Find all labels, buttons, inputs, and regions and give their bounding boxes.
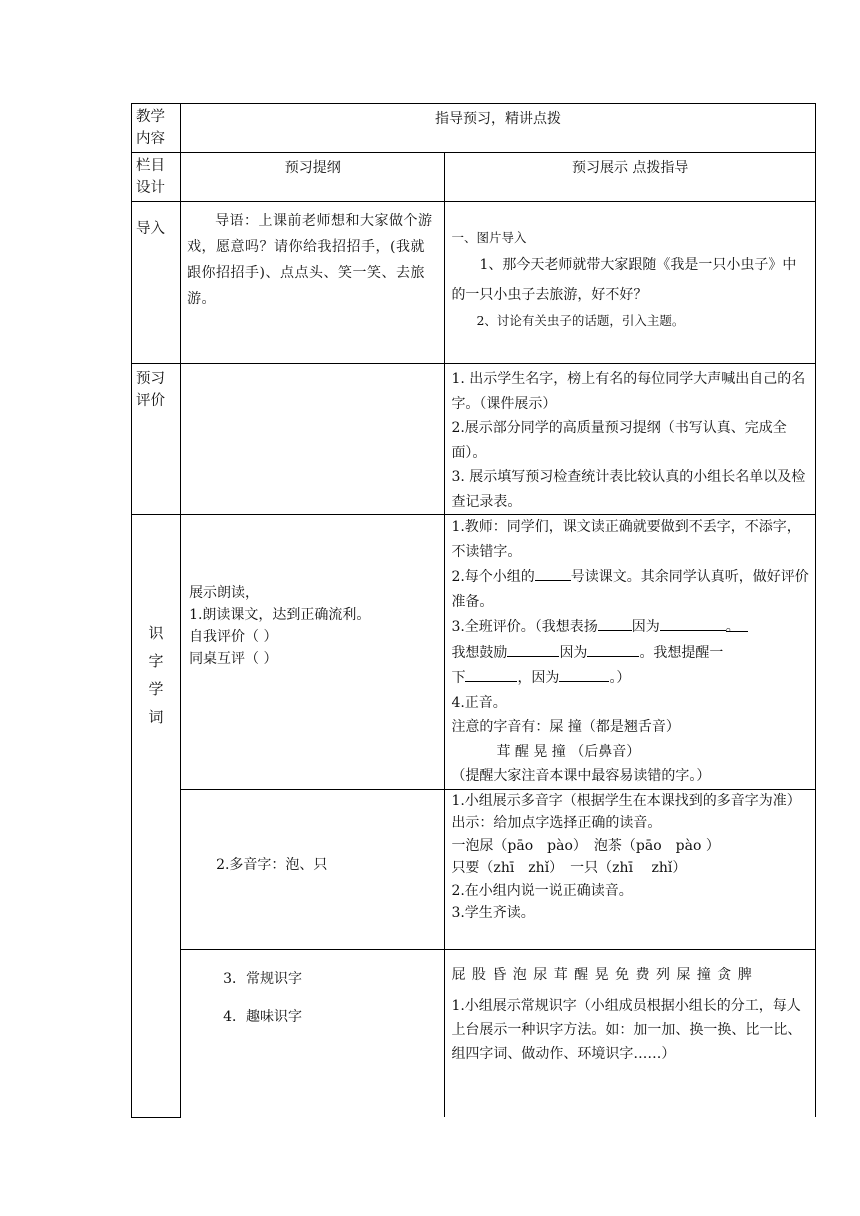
lesson-plan-table — [131, 103, 816, 1118]
praise-reason-blank — [660, 614, 726, 631]
reading-outline-cell — [181, 515, 445, 790]
encourage-name-blank — [507, 640, 559, 657]
guide-header-cell — [445, 153, 816, 202]
intro-guide-3: 2、讨论有关虫子的话题，引入主题。 — [476, 313, 685, 328]
routine-outline-2: 4．趣味识字 — [223, 1008, 302, 1025]
routine-row — [132, 949, 816, 1117]
reading-guide-3c: 。 — [726, 615, 748, 632]
reading-guide-3i: 。） — [609, 670, 631, 686]
literacy-label-char: 学 — [148, 680, 164, 698]
group-number-blank — [535, 564, 571, 581]
praise-name-blank — [598, 614, 632, 631]
content-label: 教学内容 — [136, 109, 165, 147]
remind-reason-blank — [559, 665, 609, 682]
remind-name-blank — [465, 665, 517, 682]
routine-characters: 屁 股 昏 泡 尿 茸 醒 晃 免 费 列 屎 撞 贪 脾 — [451, 966, 753, 983]
reading-outline-line: 展示朗读， — [189, 585, 260, 601]
evaluation-outline-cell — [181, 364, 445, 515]
content-row — [132, 104, 816, 153]
evaluation-label-cell — [132, 364, 181, 515]
literacy-label-char: 字 — [148, 652, 164, 670]
content-value: 指导预习，精讲点拨 — [435, 111, 562, 127]
routine-guide-cell — [445, 949, 816, 1117]
reading-outline-line: 同桌互评（ ） — [189, 651, 278, 667]
reading-guide-3b: 因为 — [631, 619, 660, 635]
outline-header: 预习提纲 — [284, 160, 341, 176]
polyphone-item: 2.在小组内说一说正确读音。 — [451, 882, 633, 899]
reading-guide-3f: 。我想提醒一 — [639, 644, 724, 661]
polyphone-outline-cell — [181, 789, 445, 949]
routine-guide-1: 1.小组展示常规识字（小组成员根据小组长的分工，每人上台展示一种识字方法。如：加一加、换一换、比一比、组四字词、做动作、环境识字……） — [451, 997, 802, 1062]
column-header-row — [132, 153, 816, 202]
intro-label-cell — [132, 202, 181, 364]
reading-guide-cell — [445, 515, 816, 790]
reading-guide-3h: ，因为 — [517, 670, 560, 686]
intro-label: 导入 — [136, 221, 165, 237]
evaluation-item-3: 3. 展示填写预习检查统计表比较认真的小组长名单以及检查记录表。 — [451, 469, 806, 510]
reading-outline-line: 自我评价（ ） — [189, 629, 278, 645]
literacy-label-cell — [132, 515, 181, 1118]
reading-guide-4: 4.正音。 — [451, 694, 507, 711]
evaluation-item-2: 2.展示部分同学的高质量预习提纲（书写认真、完成全面）。 — [451, 420, 787, 461]
column-label: 栏目设计 — [136, 158, 165, 196]
routine-outline-cell — [181, 949, 445, 1117]
content-label-cell — [132, 104, 181, 153]
polyphone-guide-cell — [445, 789, 816, 949]
intro-outline-cell — [181, 202, 445, 364]
reading-guide-7: （提醒大家注音本课中最容易读错的字。） — [451, 768, 711, 784]
reading-outline-line: 1.朗读课文，达到正确流利。 — [189, 607, 371, 623]
polyphone-item: 1.小组展示多音字（根据学生在本课找到的多音字为准） — [451, 792, 801, 809]
reading-row — [132, 515, 816, 790]
column-label-cell — [132, 153, 181, 202]
reading-guide-2a: 2.每个小组的 — [451, 569, 535, 585]
reading-guide-6: 茸 醒 晃 撞 （后鼻音） — [496, 743, 641, 760]
polyphone-item: 只要（zhī zhǐ） 一只（zhī zhǐ） — [451, 860, 687, 876]
polyphone-row — [132, 789, 816, 949]
polyphone-item: 一泡尿（pāo pào） 泡茶（pāo pào ） — [451, 837, 720, 854]
literacy-label-char: 词 — [148, 708, 164, 726]
polyphone-item: 3.学生齐读。 — [451, 905, 535, 921]
intro-guide-cell — [445, 202, 816, 364]
evaluation-row — [132, 364, 816, 515]
intro-guide-1: 一、图片导入 — [451, 230, 527, 245]
reading-guide-3 — [445, 614, 815, 691]
routine-outline-1: 3．常规识字 — [223, 970, 302, 987]
reading-guide-1: 1.教师：同学们，课文读正确就要做到不丢字，不添字，不读错字。 — [451, 519, 801, 560]
reading-guide-3d: 我想鼓励 — [451, 644, 508, 661]
reading-guide-3e: 因为 — [559, 644, 588, 661]
reading-guide-5: 注意的字音有：屎 撞（都是翘舌音） — [451, 719, 680, 735]
polyphone-item: 出示：给加点字选择正确的读音。 — [451, 815, 662, 831]
reading-guide-2 — [445, 564, 815, 614]
reading-guide-2b: 号读课文。其余同学认真听，做好评价准备。 — [451, 569, 809, 610]
intro-row — [132, 202, 816, 364]
evaluation-guide-cell — [445, 364, 816, 515]
polyphone-outline: 2.多音字：泡、只 — [216, 856, 328, 873]
outline-header-cell — [181, 153, 445, 202]
intro-guide-2: 1、那今天老师就带大家跟随《我是一只小虫子》中的一只小虫子去旅游，好不好？ — [451, 257, 797, 303]
content-value-cell — [181, 104, 816, 153]
reading-guide-3g: 下 — [451, 670, 466, 686]
evaluation-item-1: 1. 出示学生名字，榜上有名的每位同学大声喊出自己的名字。（课件展示） — [451, 371, 806, 412]
intro-outline-text: 导语：上课前老师想和大家做个游戏，愿意吗？请你给我招招手，(我就跟你招招手)、点点头、笑一笑、去旅游。 — [187, 213, 433, 307]
encourage-reason-blank — [587, 640, 639, 657]
evaluation-label: 预习评价 — [136, 371, 165, 409]
reading-guide-3a: 3.全班评价。（我想表扬 — [451, 619, 598, 635]
guide-header: 预习展示 点拨指导 — [571, 160, 689, 176]
literacy-label-char: 识 — [148, 624, 164, 642]
